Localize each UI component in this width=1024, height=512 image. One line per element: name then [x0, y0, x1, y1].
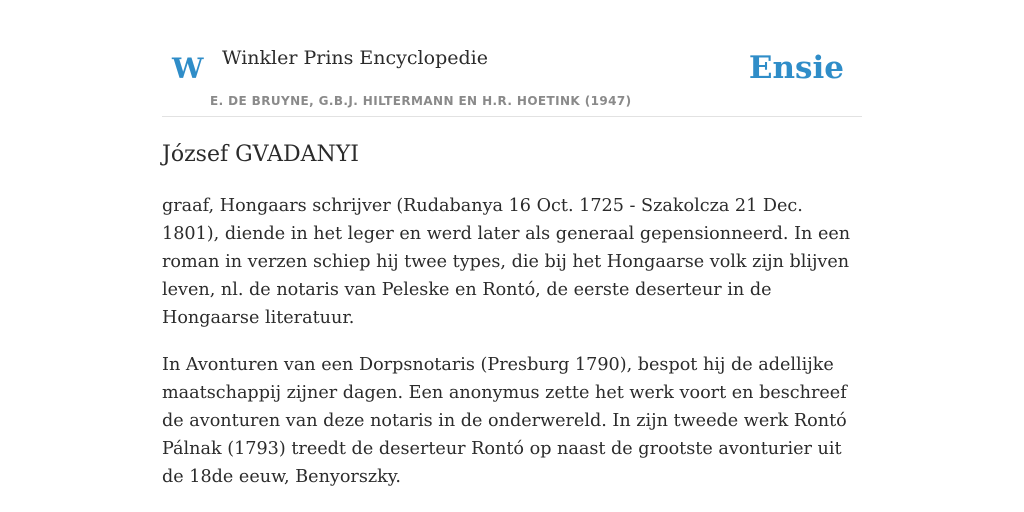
entry-title: József GVADANYI	[162, 142, 359, 167]
entry-paragraph: graaf, Hongaars schrijver (Rudabanya 16 Oct. 1725 - Szakolcza 21 Dec. 1801), diende in het leger en werd later als generaal gepensionneerd. In een roman in verzen schiep hij twee types, die bij het Hongaarse volk zijn blijven leven, nl. de notaris van Peleske en Rontó, de eerste deserteur in de Hongaarse literatuur.	[162, 196, 851, 328]
entry-body	[162, 192, 862, 510]
encyclopedia-title-link[interactable]: Winkler Prins Encyclopedie	[222, 47, 488, 69]
page	[162, 0, 862, 512]
ensie-logo-link[interactable]: Ensie	[748, 50, 844, 86]
entry-paragraph: In Avonturen van een Dorpsnotaris (Presburg 1790), bespot hij de adellijke maatschappij zijner dagen. Een anonymus zette het werk voort en beschreef de avonturen van deze notaris in de onderwereld. In zijn tweede werk Rontó Pálnak (1793) treedt de deserteur Rontó op naast de grootste avonturier uit de 18de eeuw, Benyorszky.	[162, 355, 847, 487]
winkler-prins-logo[interactable]: W	[172, 52, 204, 85]
site-header	[162, 0, 862, 117]
encyclopedia-authors: E. DE BRUYNE, G.B.J. HILTERMANN EN H.R. HOETINK (1947)	[210, 94, 632, 108]
